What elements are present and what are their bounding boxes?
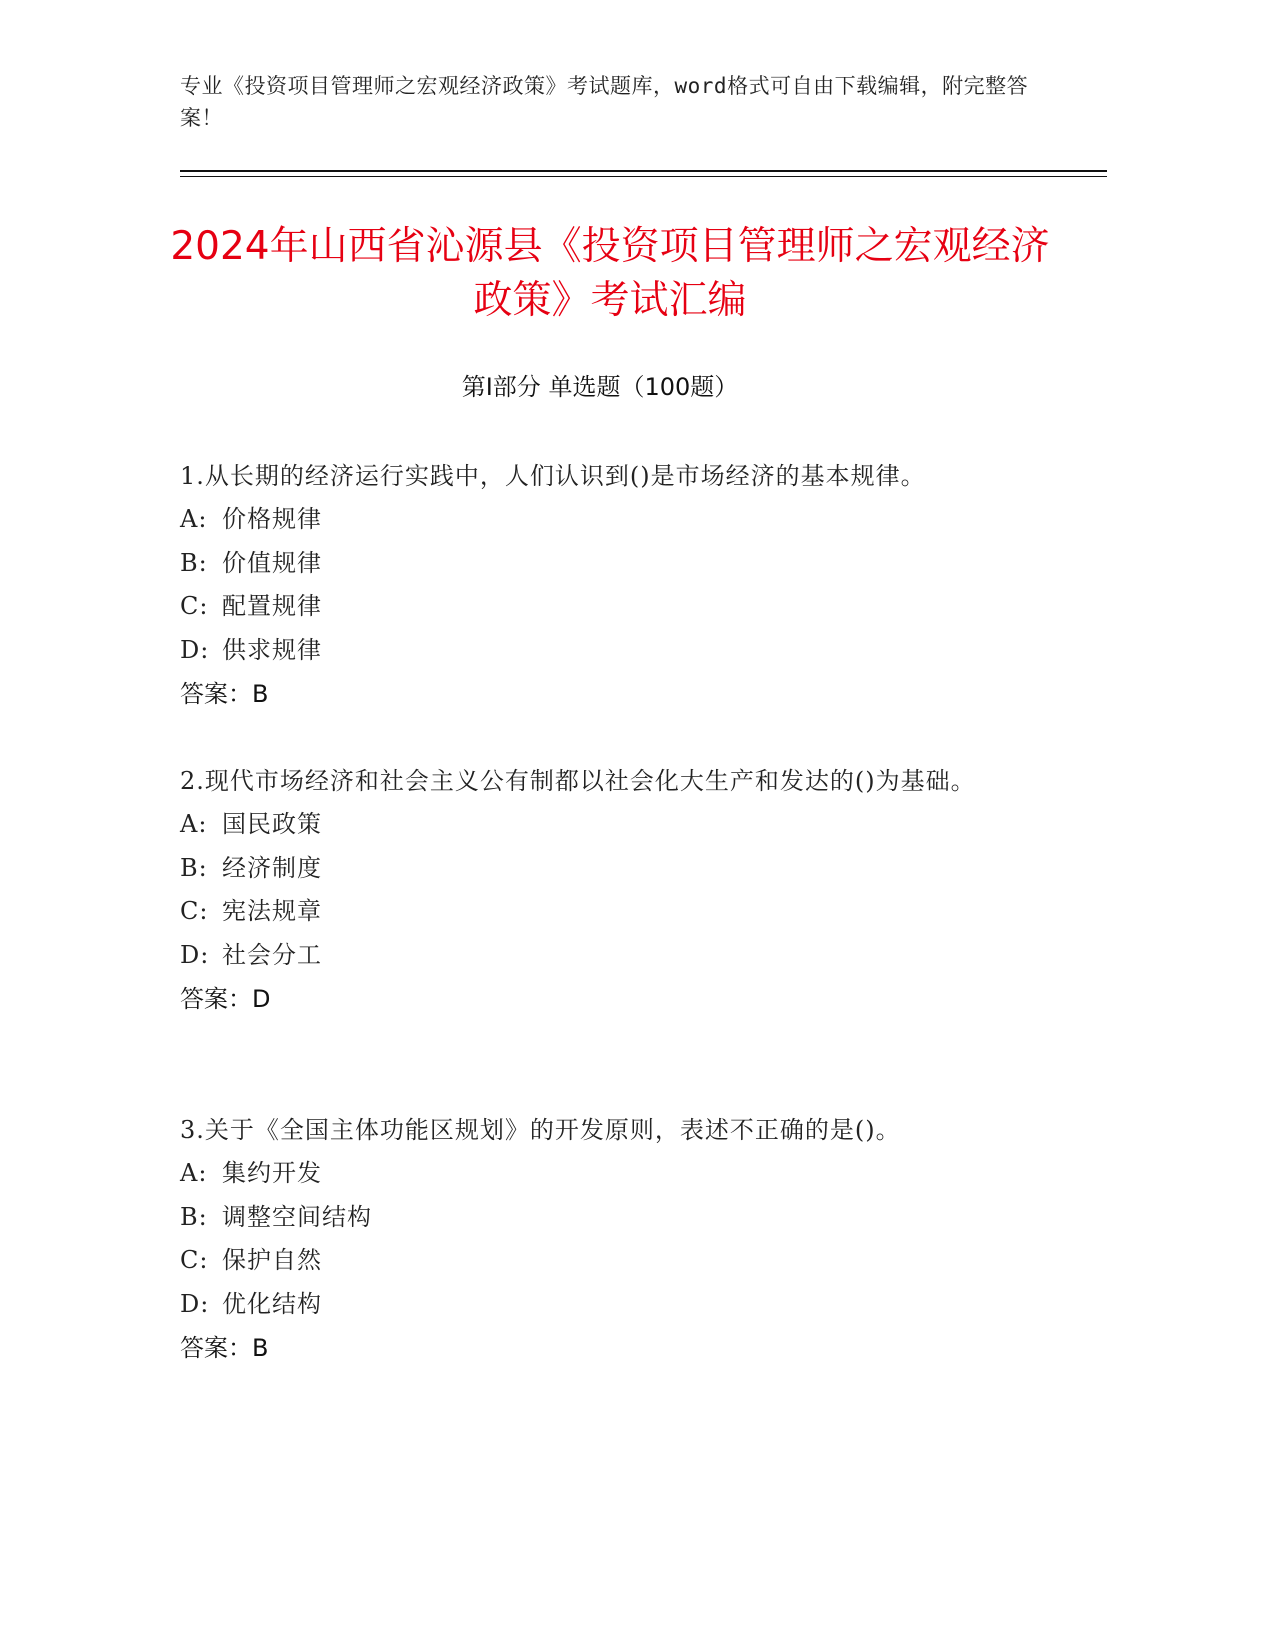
option-text: 保护自然 (222, 1246, 322, 1274)
option-c (180, 585, 1060, 629)
option-text: 供求规律 (222, 635, 322, 664)
option-b (180, 1196, 1060, 1240)
option-letter: A: (180, 810, 208, 838)
document-title: 2024年山西省沁源县《投资项目管理师之宏观经济政策》考试汇编 (170, 224, 1050, 323)
option-letter: A: (180, 1159, 208, 1187)
option-b (180, 847, 1060, 891)
header-divider-thin (180, 176, 1107, 177)
option-text: 价值规律 (222, 548, 322, 577)
question-1 (180, 454, 1060, 716)
question-stem: 1.从长期的经济运行实践中，人们认识到()是市场经济的基本规律。 (180, 462, 926, 490)
question-stem: 2.现代市场经济和社会主义公有制都以社会化大生产和发达的()为基础。 (180, 767, 976, 795)
option-text: 宪法规章 (222, 897, 322, 925)
option-letter: C: (180, 1246, 209, 1274)
option-text: 优化结构 (222, 1289, 322, 1318)
header-divider-thick (180, 170, 1107, 172)
option-letter: B: (180, 548, 208, 577)
option-text: 经济制度 (222, 853, 322, 882)
option-letter: C: (180, 592, 209, 620)
option-b (180, 542, 1060, 586)
option-a (180, 803, 1060, 847)
option-letter: D: (180, 635, 210, 664)
answer-line: 答案：B (180, 1334, 269, 1362)
option-letter: D: (180, 940, 210, 969)
option-a (180, 498, 1060, 542)
option-d (180, 629, 1060, 673)
answer-line: 答案：B (180, 680, 269, 708)
option-text: 价格规律 (222, 505, 322, 533)
answer-line: 答案：D (180, 985, 271, 1013)
option-text: 配置规律 (222, 592, 322, 620)
option-text: 国民政策 (222, 810, 322, 838)
question-2 (180, 759, 1060, 1021)
option-c (180, 1239, 1060, 1283)
option-d (180, 934, 1060, 978)
option-letter: B: (180, 853, 208, 882)
option-letter: B: (180, 1202, 208, 1231)
option-a (180, 1152, 1060, 1196)
option-letter: D: (180, 1289, 210, 1318)
option-text: 调整空间结构 (222, 1202, 372, 1231)
option-text: 社会分工 (222, 940, 322, 969)
option-letter: C: (180, 897, 209, 925)
option-letter: A: (180, 505, 208, 533)
option-text: 集约开发 (222, 1159, 322, 1187)
header-note: 专业《投资项目管理师之宏观经济政策》考试题库，word格式可自由下载编辑，附完整答案！ (180, 74, 1029, 130)
question-stem: 3.关于《全国主体功能区规划》的开发原则，表述不正确的是()。 (180, 1116, 901, 1144)
section-title: 第Ⅰ部分 单选题（100题） (461, 373, 739, 401)
question-3 (180, 1108, 1060, 1370)
option-c (180, 890, 1060, 934)
option-d (180, 1283, 1060, 1327)
